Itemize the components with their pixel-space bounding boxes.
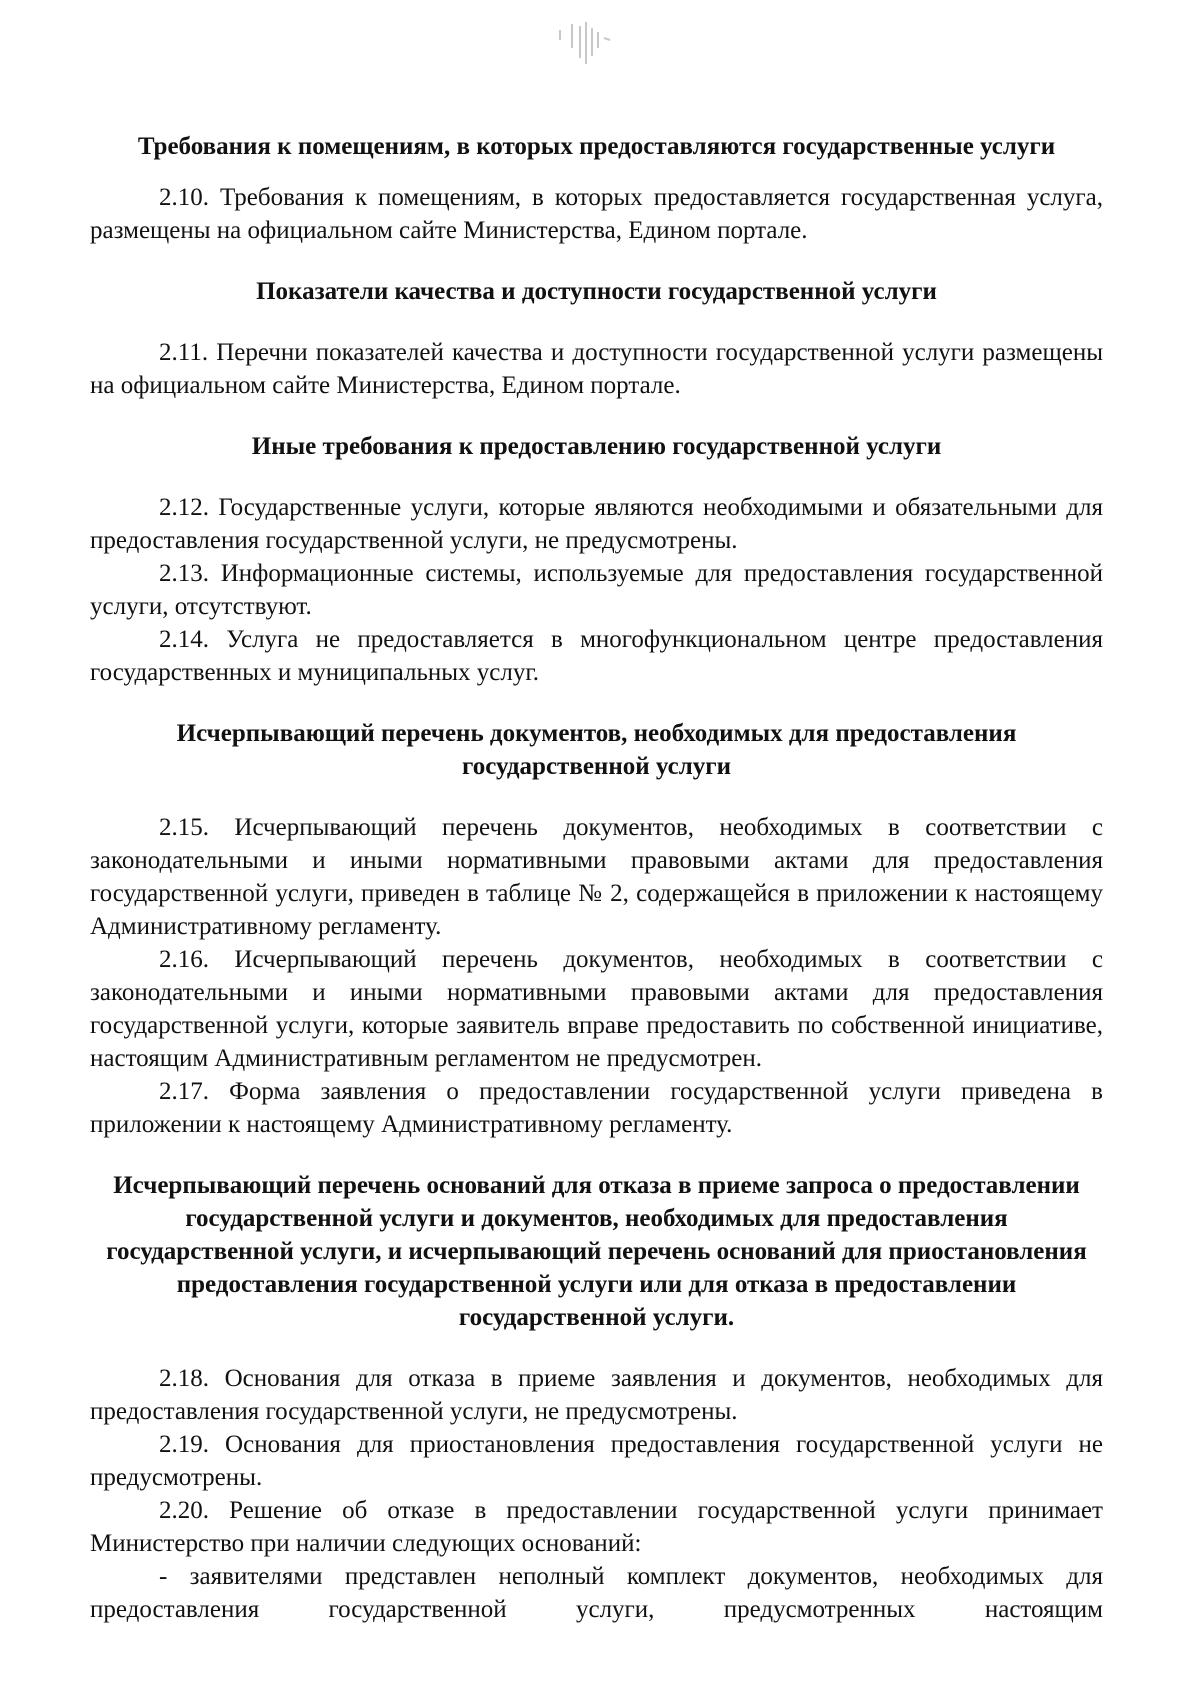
section-heading-documents: Исчерпывающий перечень документов, необходимых для предоставления государственной услуги bbox=[176, 720, 1017, 780]
paragraph-2-15: 2.15. Исчерпывающий перечень документов, необходимых в соответствии с законодательными и иными нормативными правовыми актами для предоставления государственной услуги, приведен в таблице № 2, содержащейся в приложении к настоящему Административному регламенту. bbox=[90, 814, 1103, 940]
paragraph-2-19: 2.19. Основания для приостановления предоставления государственной услуги не предусмотрены. bbox=[90, 1431, 1103, 1491]
paragraph-2-12: 2.12. Государственные услуги, которые являются необходимыми и обязательными для предоставления государственной услуги, не предусмотрены. bbox=[90, 494, 1103, 554]
paragraph-2-17: 2.17. Форма заявления о предоставлении государственной услуги приведена в приложении к настоящему Административному регламенту. bbox=[90, 1078, 1103, 1138]
paragraph-2-20: 2.20. Решение об отказе в предоставлении государственной услуги принимает Министерство при наличии следующих оснований: bbox=[90, 1497, 1103, 1557]
scan-artifact-mark bbox=[540, 18, 630, 68]
section-heading-premises: Требования к помещениям, в которых предоставляются государственные услуги bbox=[137, 133, 1056, 160]
section-heading-other-requirements: Иные требования к предоставлению государственной услуги bbox=[251, 433, 942, 460]
paragraph-2-10: 2.10. Требования к помещениям, в которых предоставляется государственная услуга, размещены на официальном сайте Министерства, Едином портале. bbox=[90, 184, 1103, 244]
paragraph-2-11: 2.11. Перечни показателей качества и доступности государственной услуги размещены на официальном сайте Министерства, Едином портале. bbox=[90, 339, 1103, 399]
paragraph-incomplete-documents: - заявителями представлен неполный комплект документов, необходимых для предоставления государственной услуги, предусмотренных настоящим bbox=[90, 1563, 1103, 1623]
paragraph-2-18: 2.18. Основания для отказа в приеме заявления и документов, необходимых для предоставления государственной услуги, не предусмотрены. bbox=[90, 1365, 1103, 1425]
section-heading-quality: Показатели качества и доступности государственной услуги bbox=[256, 278, 937, 305]
section-heading-refusal-grounds: Исчерпывающий перечень оснований для отказа в приеме запроса о предоставлении государственной услуги и документов, необходимых для предоставления государственной услуги, и исчерпывающий перечень оснований для приостановления предоставления государственной услуги или для отказа в предоставлении государственной услуги. bbox=[106, 1172, 1087, 1331]
paragraph-2-13: 2.13. Информационные системы, используемые для предоставления государственной услуги, отсутствуют. bbox=[90, 560, 1103, 620]
paragraph-2-14: 2.14. Услуга не предоставляется в многофункциональном центре предоставления государственных и муниципальных услуг. bbox=[90, 626, 1103, 686]
document-body bbox=[90, 130, 1103, 1626]
paragraph-2-16: 2.16. Исчерпывающий перечень документов, необходимых в соответствии с законодательными и иными нормативными правовыми актами для предоставления государственной услуги, которые заявитель вправе предоставить по собственной инициативе, настоящим Административным регламентом не предусмотрен. bbox=[90, 946, 1103, 1072]
